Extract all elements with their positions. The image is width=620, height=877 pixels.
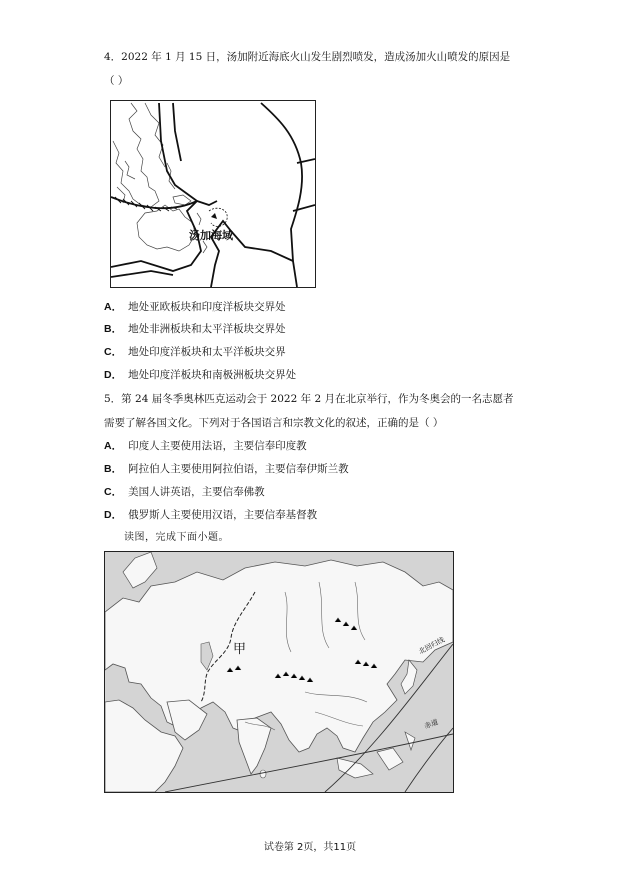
q4-option-b [104,322,286,336]
q4-plate-map [110,100,316,288]
q4-option-c [104,345,286,359]
asia-map-svg [105,552,453,792]
tropic-label: 北回归线 [417,635,446,656]
option-text: 地处非洲板块和太平洋板块交界处 [128,323,286,335]
option-letter: D． [104,509,123,521]
q4-option-d [104,368,296,382]
option-text: 地处亚欧板块和印度洋板块交界处 [128,301,286,313]
equator-label: 赤道 [423,718,440,731]
option-text: 阿拉伯人主要使用阿拉伯语，主要信奉伊斯兰教 [128,463,349,475]
page-footer: 试卷第 2页，共11页 [263,842,357,853]
q5-stem-line1: 5．第 24 届冬季奥林匹克运动会于 2022 年 2 月在北京举行，作为冬奥会的一名志愿者 [104,393,514,405]
q4-option-a [104,300,286,314]
asia-map [104,551,454,793]
q5-stem-line2: 需要了解各国文化。下列对于各国语言和宗教文化的叙述，正确的是（ ） [104,417,444,429]
option-letter: D． [104,369,123,381]
q5-option-a [104,439,307,453]
option-letter: A． [104,440,123,452]
option-letter: A． [104,301,123,313]
option-letter: B． [104,323,123,335]
option-letter: C． [104,346,123,358]
option-text: 地处印度洋板块和南极洲板块交界处 [128,369,297,381]
tonga-label: 汤加海域 [189,229,233,242]
q5-option-d [104,508,317,522]
option-text: 地处印度洋板块和太平洋板块交界 [128,346,286,358]
region-label-jia: 甲 [233,642,247,657]
option-letter: B． [104,463,123,475]
plate-map-svg [111,101,315,287]
option-text: 俄罗斯人主要使用汉语，主要信奉基督教 [128,509,318,521]
option-text: 美国人讲英语，主要信奉佛教 [128,486,265,498]
q4-stem-line1: 4．2022 年 1 月 15 日，汤加附近海底火山发生剧烈喷发，造成汤加火山喷发的原因是 [104,51,511,63]
reading-instruction: 读图，完成下面小题。 [124,532,229,543]
q4-stem-line2: （ ） [104,75,129,87]
q5-option-c [104,485,265,499]
option-letter: C． [104,486,123,498]
option-text: 印度人主要使用法语，主要信奉印度教 [128,440,307,452]
q5-option-b [104,462,349,476]
